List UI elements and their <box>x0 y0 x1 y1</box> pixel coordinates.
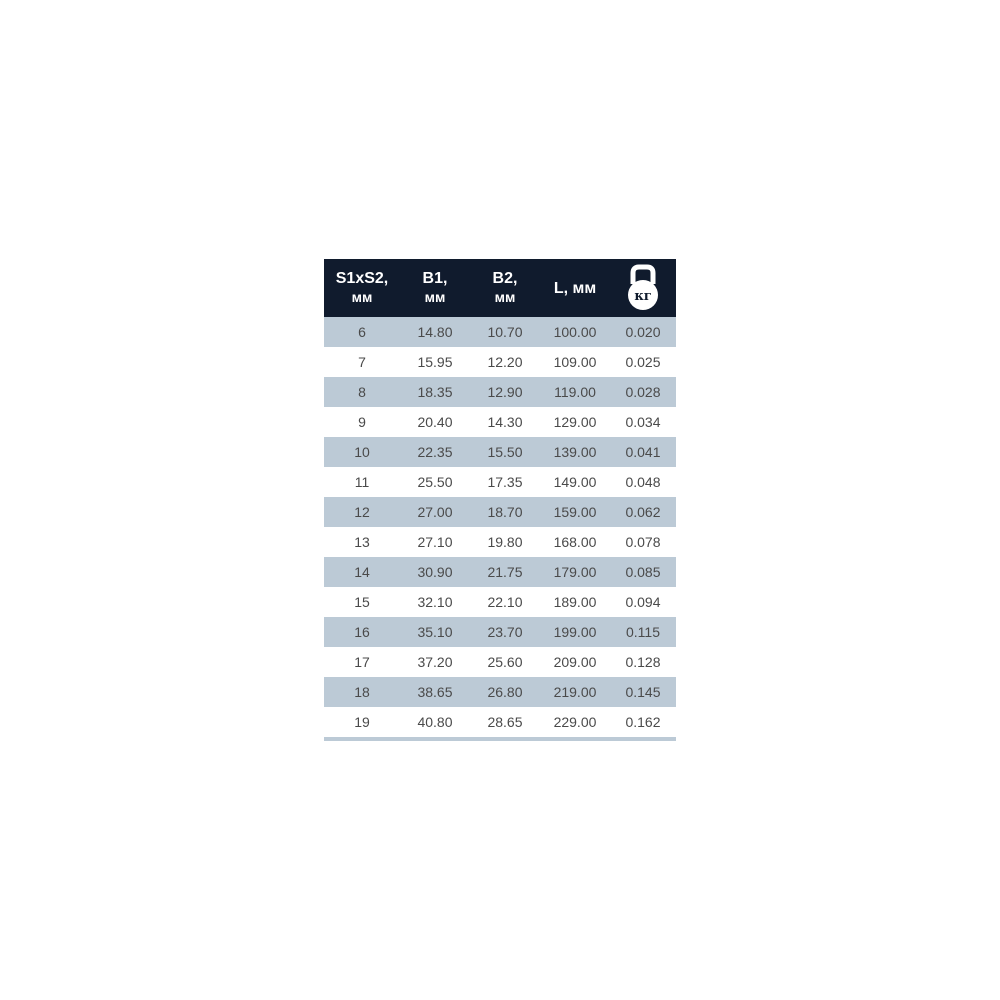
b1-cell: 35.10 <box>417 624 453 640</box>
l-cell: 119.00 <box>554 384 596 400</box>
table-row <box>324 707 676 737</box>
size-cell: 16 <box>354 624 370 640</box>
b1-cell: 30.90 <box>417 564 453 580</box>
table-row <box>324 617 676 647</box>
header-label: B2, <box>492 270 518 287</box>
weight-cell: 0.034 <box>625 414 661 430</box>
b1-cell: 25.50 <box>417 474 453 490</box>
l-cell: 100.00 <box>553 324 597 340</box>
b1-cell: 18.35 <box>417 384 453 400</box>
header-unit: мм <box>424 289 446 305</box>
b2-cell: 28.65 <box>487 714 523 730</box>
l-cell: 129.00 <box>553 414 597 430</box>
table-row <box>324 527 676 557</box>
b2-cell: 15.50 <box>487 444 523 460</box>
table-bottom-border <box>324 737 676 741</box>
table-row <box>324 497 676 527</box>
weight-cell: 0.025 <box>625 354 661 370</box>
b2-cell: 17.35 <box>487 474 523 490</box>
header-label: S1xS2, <box>335 270 389 287</box>
size-cell: 7 <box>358 354 366 370</box>
b1-cell: 32.10 <box>417 594 453 610</box>
weight-cell: 0.085 <box>625 564 661 580</box>
table-body <box>324 317 676 737</box>
b2-cell: 26.80 <box>487 684 523 700</box>
header-label: L, мм <box>553 279 597 297</box>
size-cell: 11 <box>354 474 370 490</box>
size-cell: 12 <box>354 504 370 520</box>
weight-cell: 0.062 <box>625 504 661 520</box>
header-b2 <box>470 259 540 317</box>
b2-cell: 25.60 <box>487 654 523 670</box>
table-header <box>324 259 676 317</box>
l-cell: 199.00 <box>553 624 597 640</box>
size-cell: 6 <box>358 324 366 340</box>
b1-cell: 38.65 <box>417 684 453 700</box>
l-cell: 189.00 <box>553 594 597 610</box>
kettlebell-weight-icon <box>622 264 664 312</box>
weight-cell: 0.048 <box>625 474 661 490</box>
size-cell: 13 <box>354 534 370 550</box>
l-cell: 209.00 <box>553 654 597 670</box>
table-row <box>324 647 676 677</box>
b1-cell: 37.20 <box>417 654 453 670</box>
header-b1 <box>400 259 470 317</box>
l-cell: 149.00 <box>553 474 597 490</box>
header-s1xs2 <box>324 259 400 317</box>
weight-cell: 0.162 <box>625 714 661 730</box>
size-cell: 15 <box>354 594 370 610</box>
l-cell: 229.00 <box>553 714 597 730</box>
spec-table <box>324 259 676 741</box>
b1-cell: 27.00 <box>417 504 453 520</box>
l-cell: 219.00 <box>553 684 597 700</box>
table-row <box>324 587 676 617</box>
b2-cell: 21.75 <box>487 564 523 580</box>
b2-cell: 12.90 <box>487 384 523 400</box>
b2-cell: 22.10 <box>487 594 523 610</box>
b2-cell: 19.80 <box>487 534 523 550</box>
b2-cell: 23.70 <box>487 624 523 640</box>
b1-cell: 40.80 <box>417 714 453 730</box>
weight-cell: 0.028 <box>625 384 661 400</box>
l-cell: 109.00 <box>553 354 597 370</box>
table-row <box>324 317 676 347</box>
size-cell: 18 <box>354 684 370 700</box>
weight-cell: 0.145 <box>625 684 661 700</box>
size-cell: 10 <box>354 444 370 460</box>
table-row <box>324 677 676 707</box>
table-row <box>324 407 676 437</box>
weight-cell: 0.094 <box>625 594 661 610</box>
b1-cell: 15.95 <box>417 354 453 370</box>
l-cell: 159.00 <box>553 504 597 520</box>
b2-cell: 18.70 <box>487 504 523 520</box>
l-cell: 179.00 <box>553 564 597 580</box>
table-row <box>324 467 676 497</box>
b2-cell: 14.30 <box>487 414 523 430</box>
size-cell: 8 <box>358 384 366 400</box>
b2-cell: 10.70 <box>487 324 523 340</box>
size-cell: 17 <box>354 654 370 670</box>
table-row <box>324 557 676 587</box>
l-cell: 168.00 <box>553 534 597 550</box>
b1-cell: 14.80 <box>417 324 453 340</box>
header-l <box>540 259 610 317</box>
b2-cell: 12.20 <box>487 354 523 370</box>
header-label: B1, <box>422 270 448 287</box>
weight-unit-label: кг <box>634 289 652 304</box>
weight-cell: 0.078 <box>625 534 661 550</box>
weight-cell: 0.020 <box>625 324 661 340</box>
weight-cell: 0.115 <box>626 624 660 640</box>
table-row <box>324 347 676 377</box>
table-row <box>324 377 676 407</box>
header-unit: мм <box>351 289 373 305</box>
table-row <box>324 437 676 467</box>
header-unit: мм <box>494 289 516 305</box>
size-cell: 14 <box>354 564 370 580</box>
size-cell: 19 <box>354 714 370 730</box>
header-weight <box>610 259 676 317</box>
weight-cell: 0.128 <box>625 654 661 670</box>
b1-cell: 22.35 <box>417 444 453 460</box>
b1-cell: 20.40 <box>417 414 453 430</box>
b1-cell: 27.10 <box>417 534 453 550</box>
weight-cell: 0.041 <box>625 444 661 460</box>
size-cell: 9 <box>358 414 366 430</box>
l-cell: 139.00 <box>553 444 597 460</box>
